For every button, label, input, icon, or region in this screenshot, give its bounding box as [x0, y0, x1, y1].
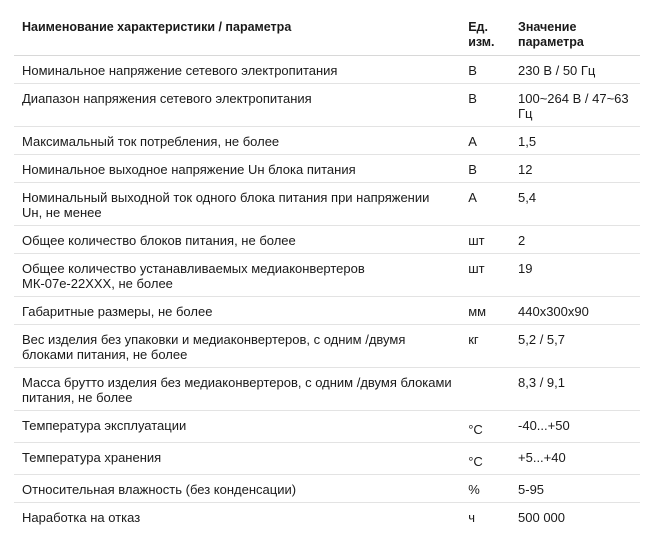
row-value: 5,2 / 5,7	[510, 325, 640, 368]
row-unit-text: °С	[468, 422, 483, 437]
table-header-row	[14, 14, 640, 56]
row-value: 12	[510, 155, 640, 183]
table-row	[14, 368, 640, 411]
spec-table	[14, 14, 640, 530]
row-name: Диапазон напряжения сетевого электропитания	[14, 84, 460, 127]
row-unit: шт	[460, 226, 510, 254]
row-name: Температура хранения	[14, 443, 460, 475]
row-value: 2	[510, 226, 640, 254]
header-name: Наименование характеристики / параметра	[14, 14, 460, 56]
row-value: -40...+50	[510, 411, 640, 443]
row-value: 5-95	[510, 475, 640, 503]
row-unit	[460, 443, 510, 475]
row-name: Номинальный выходной ток одного блока питания при напряжении Uн, не менее	[14, 183, 460, 226]
table-row	[14, 297, 640, 325]
row-value: 1,5	[510, 127, 640, 155]
row-value: 19	[510, 254, 640, 297]
row-name: Вес изделия без упаковки и медиаконвертеров, с одним /двумя блоками питания, не более	[14, 325, 460, 368]
row-name: Номинальное выходное напряжение Uн блока питания	[14, 155, 460, 183]
header-value-line1: Значение	[518, 20, 577, 34]
row-unit: А	[460, 127, 510, 155]
table-row	[14, 443, 640, 475]
row-value: 230 В / 50 Гц	[510, 56, 640, 84]
row-unit: В	[460, 84, 510, 127]
row-name: Общее количество устанавливаемых медиаконвертеров МК-07е-22ХХХ, не более	[14, 254, 460, 297]
row-name: Наработка на отказ	[22, 510, 141, 525]
row-unit: ч	[468, 510, 475, 525]
row-unit	[460, 368, 510, 411]
row-name: Температура эксплуатации	[14, 411, 460, 443]
table-row	[14, 155, 640, 183]
row-value: 100~264 В / 47~63 Гц	[510, 84, 640, 127]
row-value: 500 000	[518, 510, 566, 525]
table-row	[14, 56, 640, 84]
header-unit-line1: Ед.	[468, 20, 488, 34]
row-unit: мм	[460, 297, 510, 325]
row-unit: В	[460, 56, 510, 84]
table-row	[14, 183, 640, 226]
row-unit-text: °С	[468, 454, 483, 469]
row-unit: кг	[460, 325, 510, 368]
table-row	[14, 411, 640, 443]
table-row	[14, 254, 640, 297]
row-unit: А	[460, 183, 510, 226]
row-unit: В	[460, 155, 510, 183]
row-unit: %	[460, 475, 510, 503]
table-row	[14, 475, 640, 503]
table-row	[14, 84, 640, 127]
row-name: Номинальное напряжение сетевого электропитания	[14, 56, 460, 84]
header-unit	[460, 14, 510, 56]
row-name: Общее количество блоков питания, не более	[14, 226, 460, 254]
row-name: Максимальный ток потребления, не более	[14, 127, 460, 155]
table-row	[14, 503, 640, 531]
row-value: 8,3 / 9,1	[510, 368, 640, 411]
row-name: Относительная влажность (без конденсации)	[14, 475, 460, 503]
table-row	[14, 325, 640, 368]
row-value: 440х300х90	[510, 297, 640, 325]
row-value: 5,4	[510, 183, 640, 226]
row-unit	[460, 411, 510, 443]
row-name: Масса брутто изделия без медиаконвертеров, с одним /двумя блоками питания, не более	[14, 368, 460, 411]
header-unit-line2: изм.	[468, 35, 495, 49]
header-value	[510, 14, 640, 56]
row-name: Габаритные размеры, не более	[14, 297, 460, 325]
table-row	[14, 127, 640, 155]
header-value-line2: параметра	[518, 35, 584, 49]
row-unit: шт	[460, 254, 510, 297]
row-value: +5...+40	[510, 443, 640, 475]
table-row	[14, 226, 640, 254]
